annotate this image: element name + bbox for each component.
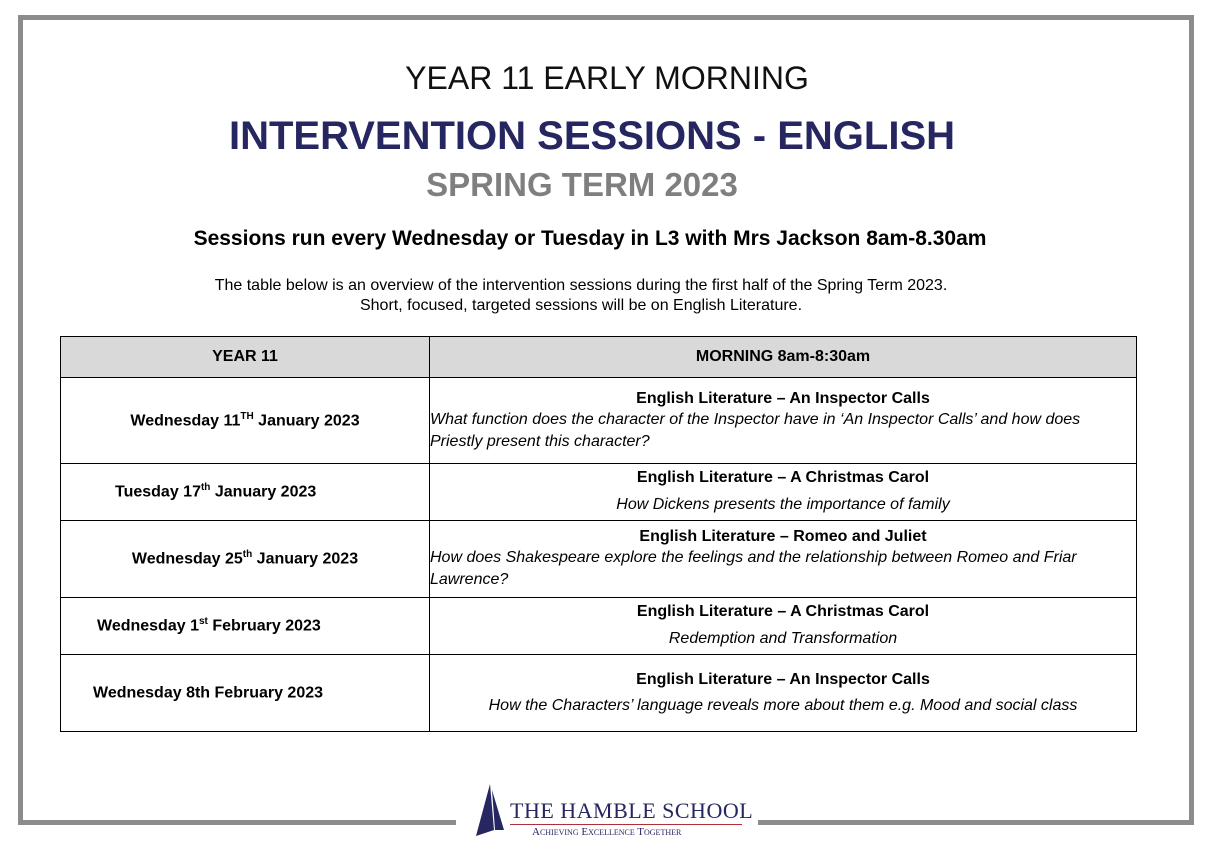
table-header-row bbox=[61, 337, 1137, 378]
session-topic: English Literature – An Inspector Calls bbox=[636, 671, 930, 688]
title-line-1: YEAR 11 EARLY MORNING bbox=[405, 60, 809, 96]
session-description: How the Characters’ language reveals more about them e.g. Mood and social class bbox=[488, 697, 1078, 714]
title-term: SPRING TERM 2023 bbox=[426, 166, 738, 203]
table-row bbox=[61, 655, 1137, 732]
session-date: Tuesday 17th January 2023 bbox=[61, 464, 430, 521]
session-date: Wednesday 1st February 2023 bbox=[61, 598, 430, 655]
table-row bbox=[61, 598, 1137, 655]
session-description: Redemption and Transformation bbox=[668, 630, 898, 647]
title-line-2: INTERVENTION SESSIONS - ENGLISH bbox=[228, 114, 956, 158]
page-border-bottom-right bbox=[758, 820, 1194, 825]
table-row bbox=[61, 464, 1137, 521]
school-name: THE HAMBLE SCHOOL bbox=[510, 798, 754, 823]
column-header-morning: MORNING 8am-8:30am bbox=[430, 337, 1137, 378]
session-details bbox=[430, 464, 1137, 521]
session-details bbox=[430, 655, 1137, 732]
sail-icon bbox=[472, 780, 508, 842]
school-tagline: Achieving Excellence Together bbox=[532, 826, 682, 838]
table-row bbox=[61, 378, 1137, 464]
session-description: How does Shakespeare explore the feelings and the relationship between Romeo and Friar Lawrence? bbox=[430, 549, 1077, 588]
session-date: Wednesday 8th February 2023 bbox=[61, 655, 430, 732]
logo-rule bbox=[510, 824, 742, 825]
session-info: Sessions run every Wednesday or Tuesday in L3 with Mrs Jackson 8am-8.30am bbox=[193, 227, 987, 250]
table-row bbox=[61, 521, 1137, 598]
column-header-year: YEAR 11 bbox=[61, 337, 430, 378]
session-date: Wednesday 25th January 2023 bbox=[61, 521, 430, 598]
session-details bbox=[430, 598, 1137, 655]
session-description: What function does the character of the Inspector have in ‘An Inspector Calls’ and how does Priestly present this character? bbox=[430, 410, 1081, 450]
school-logo bbox=[472, 780, 752, 842]
session-date: Wednesday 11TH January 2023 bbox=[61, 378, 430, 464]
intro-paragraph-2: Short, focused, targeted sessions will be on English Literature. bbox=[359, 297, 803, 314]
session-topic: English Literature – A Christmas Carol bbox=[636, 469, 930, 486]
session-topic: English Literature – A Christmas Carol bbox=[636, 603, 930, 620]
session-details bbox=[430, 378, 1137, 464]
session-details bbox=[430, 521, 1137, 598]
intro-paragraph-1: The table below is an overview of the intervention sessions during the first half of the Spring Term 2023. bbox=[214, 277, 948, 294]
session-description: How Dickens presents the importance of family bbox=[616, 496, 950, 513]
session-topic: English Literature – An Inspector Calls bbox=[636, 389, 930, 407]
schedule-table bbox=[60, 336, 1137, 732]
page-border-bottom-left bbox=[18, 820, 456, 825]
session-topic: English Literature – Romeo and Juliet bbox=[639, 528, 927, 545]
